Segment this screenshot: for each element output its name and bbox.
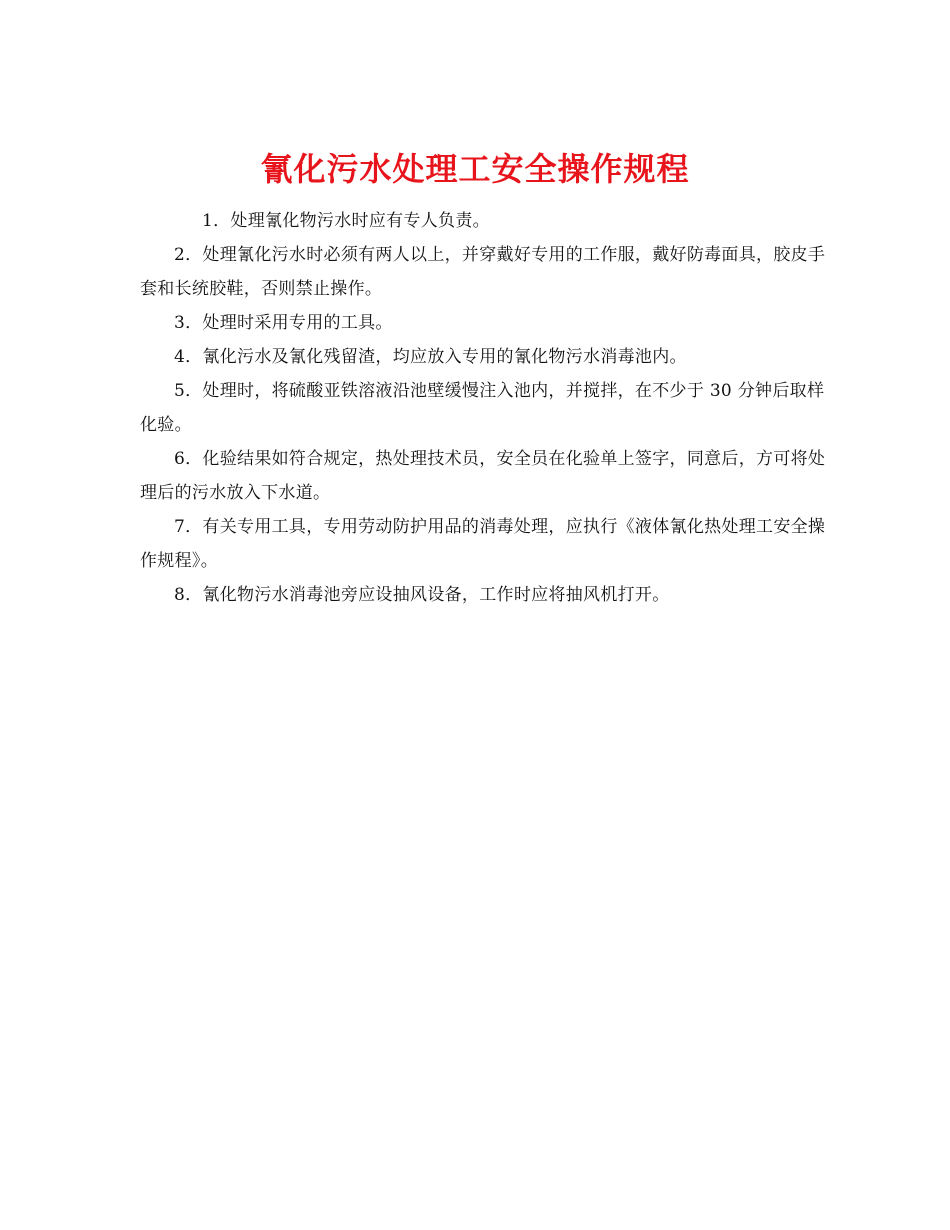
paragraph-1: 1．处理氰化物污水时应有专人负责。 xyxy=(202,211,490,231)
document-body xyxy=(140,204,830,612)
page-title: 氰化污水处理工安全操作规程 xyxy=(260,150,690,189)
paragraph-8: 8．氰化物污水消毒池旁应设抽风设备，工作时应将抽风机打开。 xyxy=(174,585,670,605)
paragraph-4: 4．氰化污水及氰化残留渣，均应放入专用的氰化物污水消毒池内。 xyxy=(174,347,687,367)
paragraph-5: 5．处理时，将硫酸亚铁溶液沿池壁缓慢注入池内，并搅拌，在不少于 30 分钟后取样化验。 xyxy=(140,381,825,435)
paragraph-2: 2．处理氰化污水时必须有两人以上，并穿戴好专用的工作服，戴好防毒面具，胶皮手套和长统胶鞋，否则禁止操作。 xyxy=(140,245,826,299)
paragraph-7: 7．有关专用工具，专用劳动防护用品的消毒处理，应执行《液体氰化热处理工安全操作规程》。 xyxy=(140,517,826,571)
paragraph-3: 3．处理时采用专用的工具。 xyxy=(174,313,393,333)
paragraph-6: 6．化验结果如符合规定，热处理技术员，安全员在化验单上签字，同意后，方可将处理后的污水放入下水道。 xyxy=(140,449,826,503)
